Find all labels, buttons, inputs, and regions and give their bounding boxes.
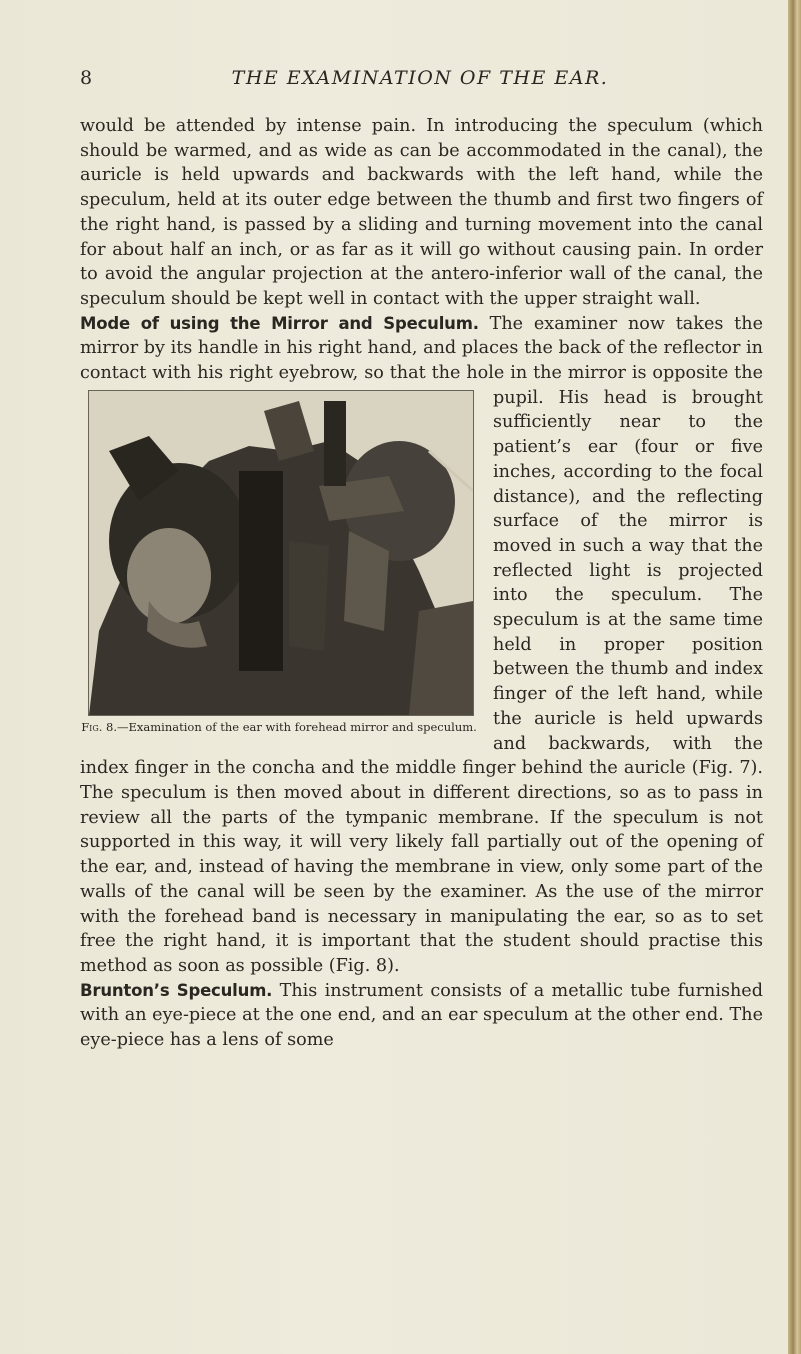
figure-caption (80, 720, 478, 735)
body-text (80, 114, 763, 1053)
figure-8 (80, 390, 478, 751)
page-header (80, 64, 760, 92)
figure-photo (88, 390, 474, 716)
paragraph-1 (80, 114, 763, 312)
figure-caption-text: —Examination of the ear with forehead mirror and speculum. (117, 719, 477, 734)
examination-photo-illustration (89, 391, 473, 715)
running-title: THE EXAMINATION OF THE EAR. (231, 67, 609, 89)
paragraph-2-text-lead: The examiner now takes the mirror by its handle in his right hand, and places the back of the reflector in contact with his right eyebrow, (80, 313, 763, 384)
section-heading-mirror-speculum: Mode of using the Mirror and Speculum. (80, 313, 479, 333)
figure-label: Fig. 8. (81, 719, 118, 734)
paragraph-2-text: so that the hole in the mirror is opposite the pupil. His head is brought sufficiently near to the patient’s ear (four or five inches, according to the focal distance), and the reflecting surface of the mirror is moved in such a way that the reflected light is projected into the speculum. The speculum is at the same time held in proper position between the thumb and index finger of the left hand, while the auricle is held upwards and backwards, with the index finger in the concha and the middle finger behind the auricle (Fig. 7). The speculum is then moved about in different directions, so as to pass in review all the parts of the tympanic membrane. If the speculum is not supported in this way, it will very likely fall partially out of the opening of the ear, and, instead of having the membrane in view, only some part of the walls of the canal will be seen by the examiner. As the use of the mirror with the forehead band is necessary in manipulating the ear, so as to set free the right hand, it is important that the student should practise this method as soon as possible (Fig. 8). (80, 363, 763, 976)
paragraph-3-text: This instrument consists of a metallic tube furnished with an eye-piece at the one end, and an ear speculum at the other end. The eye-piece has a lens of some (80, 980, 763, 1051)
page-edge (788, 0, 801, 1354)
paragraph-3 (80, 979, 763, 1053)
paragraph-1-text: would be attended by intense pain. In introducing the speculum (which should be warmed, and as wide as can be accommodated in the canal), the auricle is held upwards and backwards with the left hand, while the speculum, held at its outer edge between the thumb and first two fingers of the right hand, is passed by a sliding and turning movement into the canal for about half an inch, or as far as it will go without causing pain. In order to avoid the angular projection at the antero-inferior wall of the canal, the speculum should be kept well in contact with the upper straight wall. (80, 116, 763, 309)
paragraph-2 (80, 312, 763, 979)
section-heading-bruntons-speculum: Brunton’s Speculum. (80, 980, 273, 1000)
page-number: 8 (80, 67, 93, 89)
